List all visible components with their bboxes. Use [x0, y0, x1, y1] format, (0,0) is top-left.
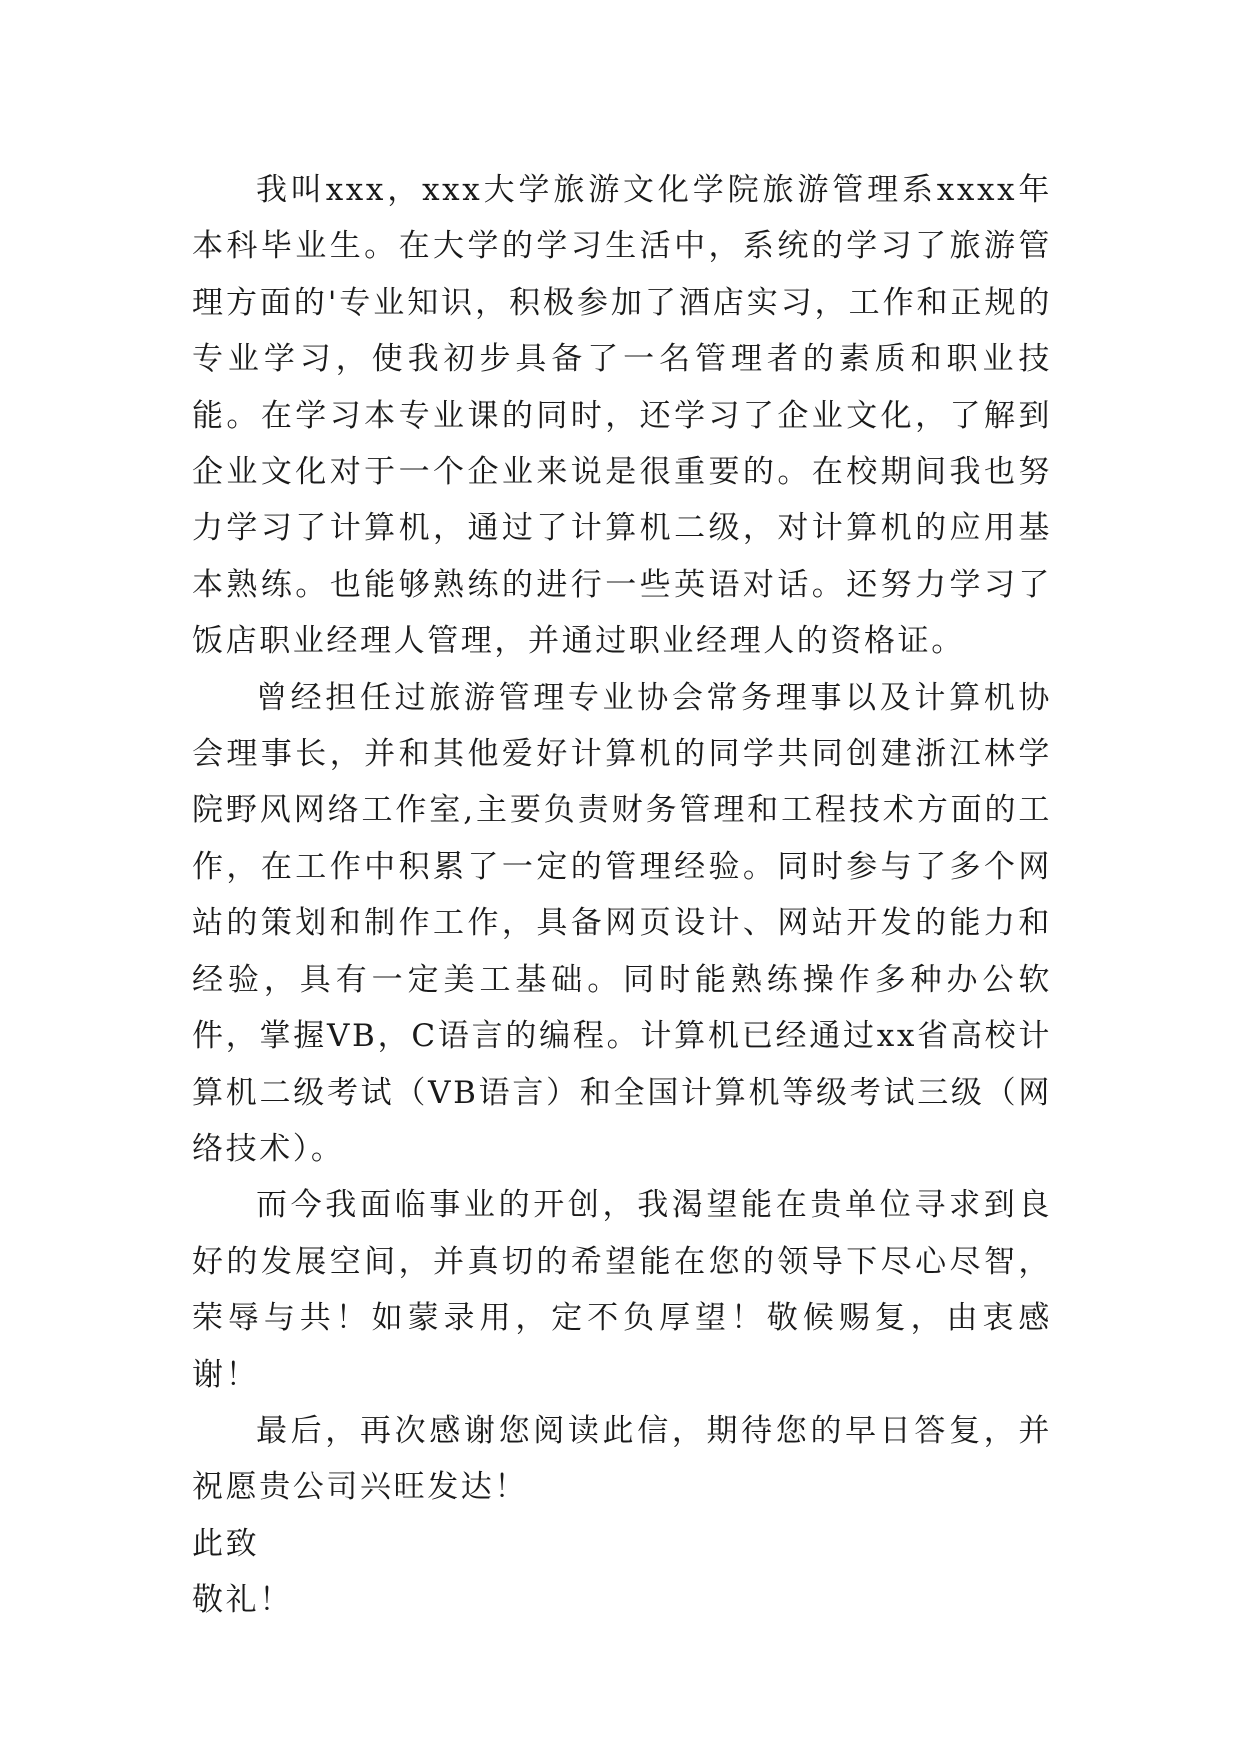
paragraph-aspiration: 而今我面临事业的开创，我渴望能在贵单位寻求到良好的发展空间，并真切的希望能在您的领导下尽心尽智，荣辱与共！如蒙录用，定不负厚望！敬候赐复，由衷感谢！: [192, 1187, 1052, 1393]
paragraph-self-introduction: 我叫xxx，xxx大学旅游文化学院旅游管理系xxxx年本科毕业生。在大学的学习生活中，系统的学习了旅游管理方面的'专业知识，积极参加了酒店实习，工作和正规的专业学习，使我初步具备了一名管理者的素质和职业技能。在学习本专业课的同时，还学习了企业文化，了解到企业文化对于一个企业来说是很重要的。在校期间我也努力学习了计算机，通过了计算机二级，对计算机的应用基本熟练。也能够熟练的进行一些英语对话。还努力学习了饭店职业经理人管理，并通过职业经理人的资格证。: [192, 172, 1052, 660]
closing-salutation: 此致: [192, 1525, 260, 1562]
letter-body: [192, 162, 1052, 1629]
paragraph-thanks: 最后，再次感谢您阅读此信，期待您的早日答复，并祝愿贵公司兴旺发达！: [192, 1412, 1052, 1506]
closing-regards: 敬礼！: [192, 1582, 293, 1619]
paragraph-experience: 曾经担任过旅游管理专业协会常务理事以及计算机协会理事长，并和其他爱好计算机的同学共同创建浙江林学院野风网络工作室,主要负责财务管理和工程技术方面的工作，在工作中积累了一定的管理经验。同时参与了多个网站的策划和制作工作，具备网页设计、网站开发的能力和经验，具有一定美工基础。同时能熟练操作多种办公软件，掌握VB，C语言的编程。计算机已经通过xx省高校计算机二级考试（VB语言）和全国计算机等级考试三级（网络技术）。: [192, 679, 1052, 1167]
